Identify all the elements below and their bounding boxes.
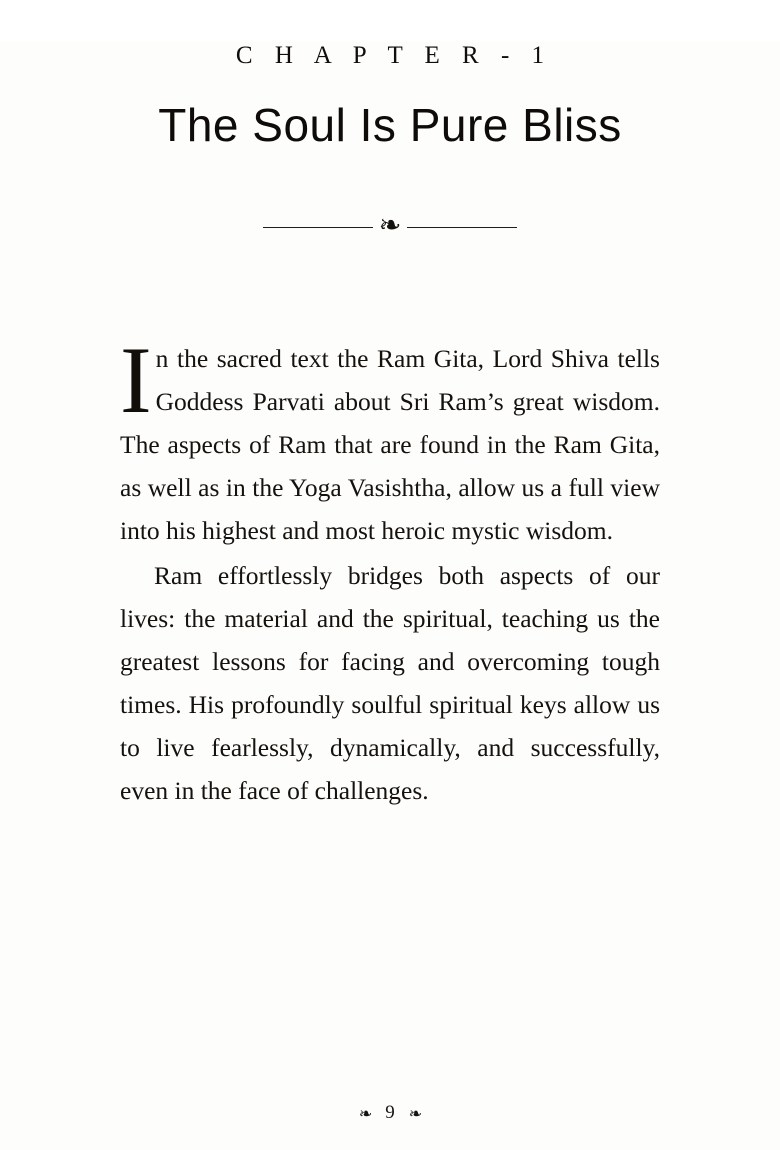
book-page — [0, 42, 780, 1150]
paragraph-1 — [120, 327, 660, 552]
flourish-ornament-icon: ❧ — [378, 210, 402, 241]
drop-cap: I — [120, 327, 152, 433]
divider-rule-right — [407, 227, 517, 228]
body-text — [120, 241, 660, 812]
paragraph-1-text: n the sacred text the Ram Gita, Lord Shiva tells Goddess Parvati about Sri Ram’s great wisdom. The aspects of Ram that are found in the Ram Gita, as well as in the Yoga Vasishtha, allow us a full view into his highest and most heroic mystic wisdom. — [120, 344, 660, 545]
divider-rule-left — [263, 227, 373, 228]
paragraph-2: Ram effortlessly bridges both aspects of our lives: the material and the spiritual, teaching us the greatest lessons for facing and overcoming tough times. His profoundly soulful spiritual keys allow us to live fearlessly, dynamically, and successfully, even in the face of challenges. — [120, 561, 660, 805]
footer-ornament-right-icon: ❧ — [408, 1103, 422, 1123]
footer-ornament-left-icon: ❧ — [358, 1103, 372, 1123]
section-divider — [0, 210, 780, 241]
page-footer — [0, 1102, 780, 1124]
page-number: 9 — [385, 1102, 395, 1123]
page-title: The Soul Is Pure Bliss — [158, 99, 622, 151]
chapter-label: C H A P T E R - 1 — [235, 42, 553, 69]
